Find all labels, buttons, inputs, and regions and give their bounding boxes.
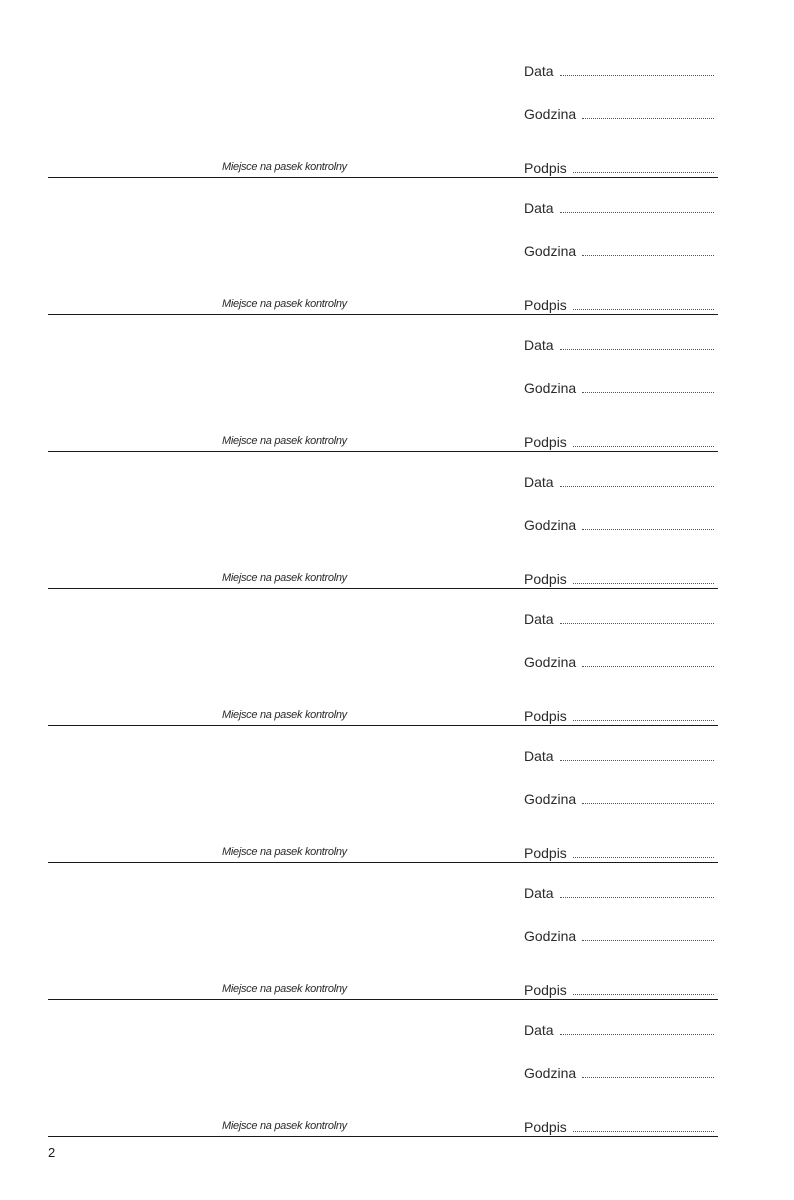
signature-field[interactable] xyxy=(524,704,714,724)
page-number: 2 xyxy=(48,1145,56,1160)
time-field[interactable] xyxy=(524,650,714,670)
date-dotted-line[interactable] xyxy=(560,483,714,487)
date-label: Data xyxy=(524,474,554,490)
time-dotted-line[interactable] xyxy=(582,937,714,941)
signature-dotted-line[interactable] xyxy=(573,717,714,721)
time-dotted-line[interactable] xyxy=(582,526,714,530)
signature-field[interactable] xyxy=(524,978,714,998)
time-label: Godzina xyxy=(524,928,577,944)
date-dotted-line[interactable] xyxy=(560,346,714,350)
time-label: Godzina xyxy=(524,380,577,396)
time-label: Godzina xyxy=(524,106,577,122)
time-label: Godzina xyxy=(524,243,577,259)
date-dotted-line[interactable] xyxy=(560,620,714,624)
date-field[interactable] xyxy=(524,1018,714,1038)
record-section xyxy=(48,178,718,315)
record-section xyxy=(48,315,718,452)
control-strip-placeholder: Miejsce na pasek kontrolny xyxy=(222,846,347,858)
time-dotted-line[interactable] xyxy=(582,115,714,119)
time-label: Godzina xyxy=(524,791,577,807)
signature-dotted-line[interactable] xyxy=(573,306,714,310)
record-section xyxy=(48,726,718,863)
record-section xyxy=(48,863,718,1000)
date-field[interactable] xyxy=(524,744,714,764)
date-label: Data xyxy=(524,885,554,901)
date-label: Data xyxy=(524,337,554,353)
control-strip-placeholder: Miejsce na pasek kontrolny xyxy=(222,298,347,310)
time-field[interactable] xyxy=(524,513,714,533)
date-field[interactable] xyxy=(524,333,714,353)
time-dotted-line[interactable] xyxy=(582,1074,714,1078)
date-field[interactable] xyxy=(524,196,714,216)
control-strip-placeholder: Miejsce na pasek kontrolny xyxy=(222,1120,347,1132)
control-strip-placeholder: Miejsce na pasek kontrolny xyxy=(222,983,347,995)
date-field[interactable] xyxy=(524,470,714,490)
record-section xyxy=(48,452,718,589)
date-dotted-line[interactable] xyxy=(560,1031,714,1035)
signature-dotted-line[interactable] xyxy=(573,580,714,584)
signature-label: Podpis xyxy=(524,708,567,724)
date-field[interactable] xyxy=(524,881,714,901)
signature-field[interactable] xyxy=(524,841,714,861)
date-dotted-line[interactable] xyxy=(560,209,714,213)
date-label: Data xyxy=(524,63,554,79)
signature-dotted-line[interactable] xyxy=(573,854,714,858)
date-label: Data xyxy=(524,200,554,216)
time-dotted-line[interactable] xyxy=(582,389,714,393)
signature-label: Podpis xyxy=(524,160,567,176)
signature-label: Podpis xyxy=(524,1119,567,1135)
control-strip-placeholder: Miejsce na pasek kontrolny xyxy=(222,709,347,721)
date-field[interactable] xyxy=(524,59,714,79)
date-dotted-line[interactable] xyxy=(560,894,714,898)
control-strip-placeholder: Miejsce na pasek kontrolny xyxy=(222,161,347,173)
time-field[interactable] xyxy=(524,924,714,944)
signature-label: Podpis xyxy=(524,845,567,861)
signature-field[interactable] xyxy=(524,430,714,450)
record-section xyxy=(48,1000,718,1137)
date-dotted-line[interactable] xyxy=(560,72,714,76)
time-field[interactable] xyxy=(524,1061,714,1081)
date-dotted-line[interactable] xyxy=(560,757,714,761)
signature-label: Podpis xyxy=(524,297,567,313)
control-strip-placeholder: Miejsce na pasek kontrolny xyxy=(222,572,347,584)
record-section xyxy=(48,589,718,726)
time-dotted-line[interactable] xyxy=(582,800,714,804)
signature-dotted-line[interactable] xyxy=(573,991,714,995)
time-field[interactable] xyxy=(524,239,714,259)
signature-field[interactable] xyxy=(524,156,714,176)
time-field[interactable] xyxy=(524,376,714,396)
signature-field[interactable] xyxy=(524,293,714,313)
time-label: Godzina xyxy=(524,654,577,670)
record-section xyxy=(48,41,718,178)
signature-dotted-line[interactable] xyxy=(573,443,714,447)
signature-field[interactable] xyxy=(524,1115,714,1135)
time-field[interactable] xyxy=(524,787,714,807)
signature-dotted-line[interactable] xyxy=(573,169,714,173)
signature-label: Podpis xyxy=(524,434,567,450)
time-dotted-line[interactable] xyxy=(582,252,714,256)
date-field[interactable] xyxy=(524,607,714,627)
signature-field[interactable] xyxy=(524,567,714,587)
date-label: Data xyxy=(524,1022,554,1038)
signature-label: Podpis xyxy=(524,571,567,587)
date-label: Data xyxy=(524,611,554,627)
time-label: Godzina xyxy=(524,517,577,533)
signature-label: Podpis xyxy=(524,982,567,998)
time-field[interactable] xyxy=(524,102,714,122)
time-label: Godzina xyxy=(524,1065,577,1081)
signature-dotted-line[interactable] xyxy=(573,1128,714,1132)
date-label: Data xyxy=(524,748,554,764)
time-dotted-line[interactable] xyxy=(582,663,714,667)
control-strip-placeholder: Miejsce na pasek kontrolny xyxy=(222,435,347,447)
